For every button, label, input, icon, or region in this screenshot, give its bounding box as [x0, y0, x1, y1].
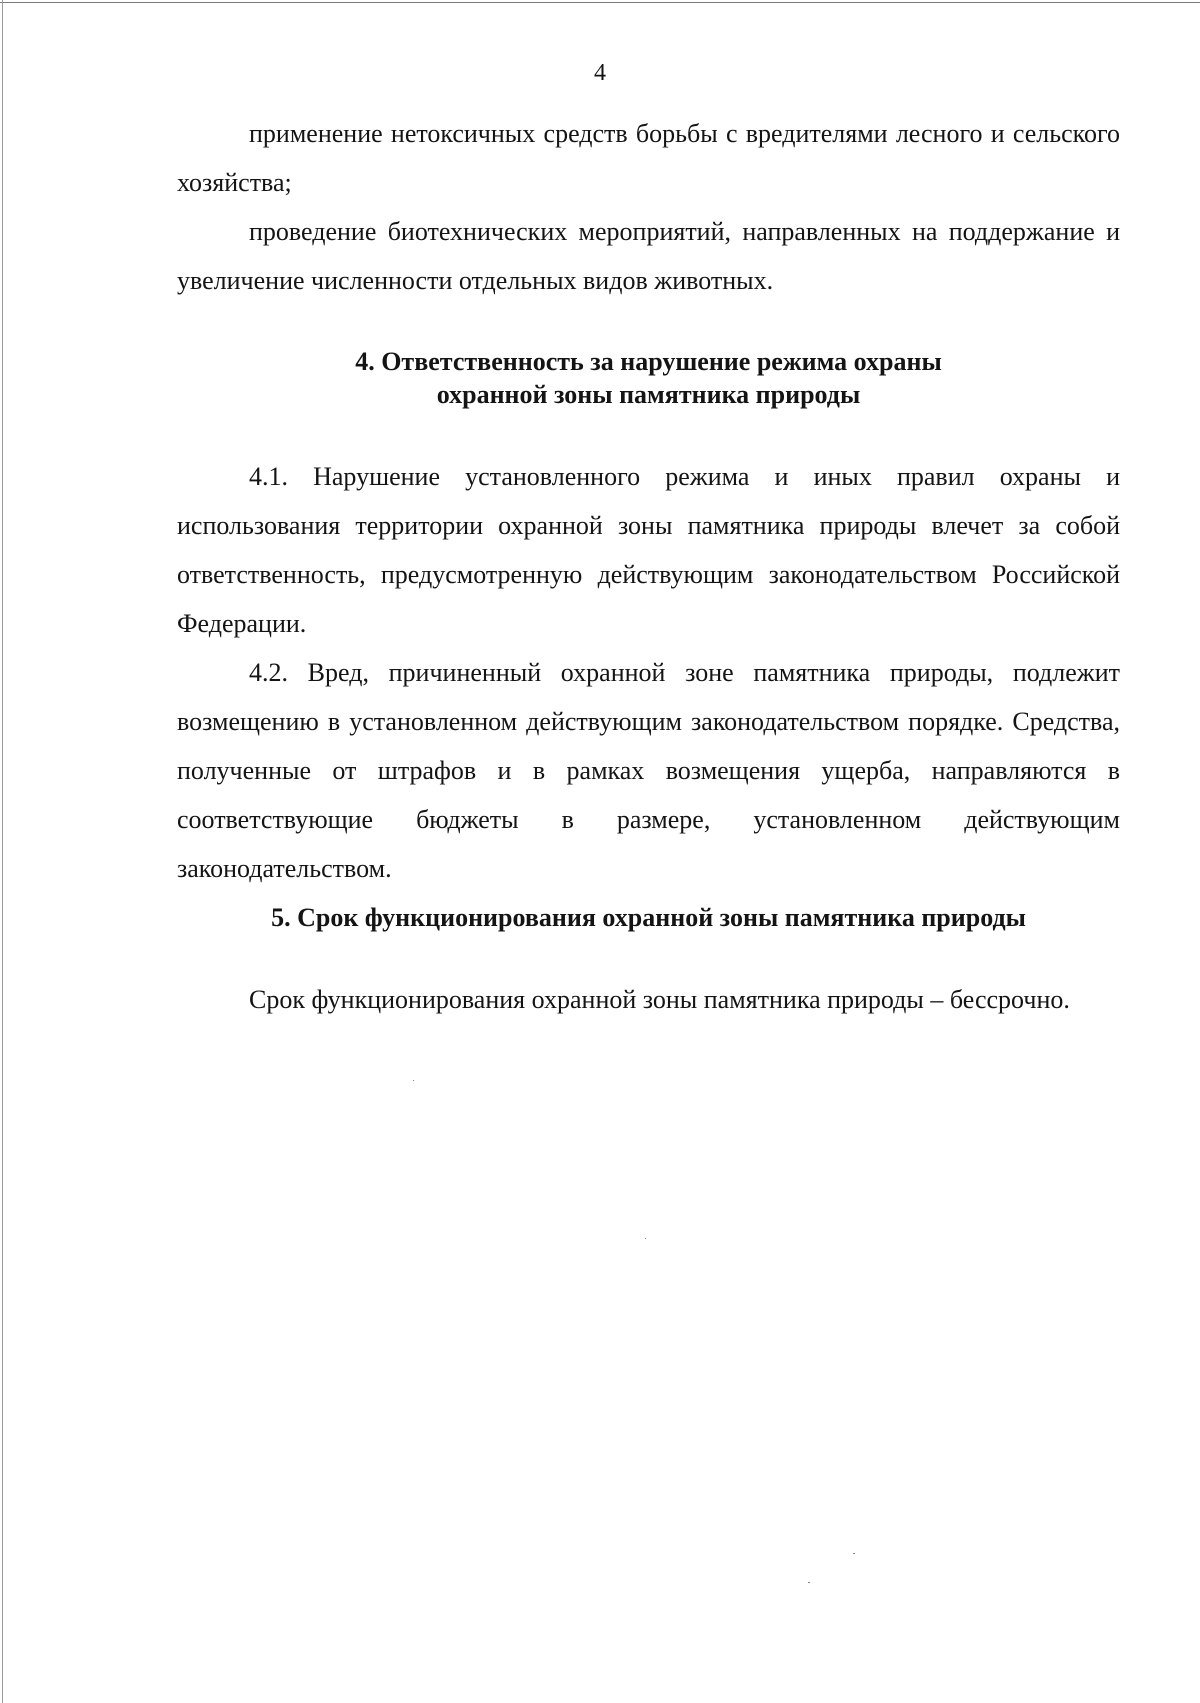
paragraph-4-1: 4.1. Нарушение установленного режима и иных правил охраны и использования территории охранной зоны памятника природы влечет за собой ответственность, предусмотренную действующим законодательством Российской Федерации.: [177, 462, 1120, 638]
section5-heading: [177, 901, 1120, 934]
section5-heading-line: 5. Срок функционирования охранной зоны памятника природы: [271, 903, 1026, 932]
paragraph-biotechnical-measures: проведение биотехнических мероприятий, направленных на поддержание и увеличение численности отдельных видов животных.: [177, 217, 1120, 295]
paragraph-4-2: 4.2. Вред, причиненный охранной зоне памятника природы, подлежит возмещению в установленном действующим законодательством порядке. Средства, полученные от штрафов и в рамках возмещения ущерба, направляются в соответствующие бюджеты в размере, установленном действующим законодательством.: [177, 658, 1120, 883]
paragraph-term: Срок функционирования охранной зоны памятника природы – бессрочно.: [249, 985, 1070, 1014]
scan-speck: [853, 1553, 855, 1554]
section4-heading-line2: охранной зоны памятника природы: [436, 380, 861, 409]
scan-speck: [645, 1238, 646, 1239]
scan-speck: [413, 1080, 414, 1081]
section4-heading: [177, 345, 1120, 411]
scan-speck: [808, 1582, 810, 1583]
intro-list: [177, 109, 1120, 305]
scan-edge-left: [2, 0, 3, 1703]
section4-body: [177, 452, 1120, 893]
section5-body: [177, 975, 1120, 1024]
section4-heading-line1: 4. Ответственность за нарушение режима охраны: [355, 347, 942, 376]
page-number: 4: [594, 60, 606, 86]
scan-edge-top: [0, 2, 1200, 3]
paragraph-nontoxic-means: применение нетоксичных средств борьбы с вредителями лесного и сельского хозяйства;: [177, 119, 1120, 197]
